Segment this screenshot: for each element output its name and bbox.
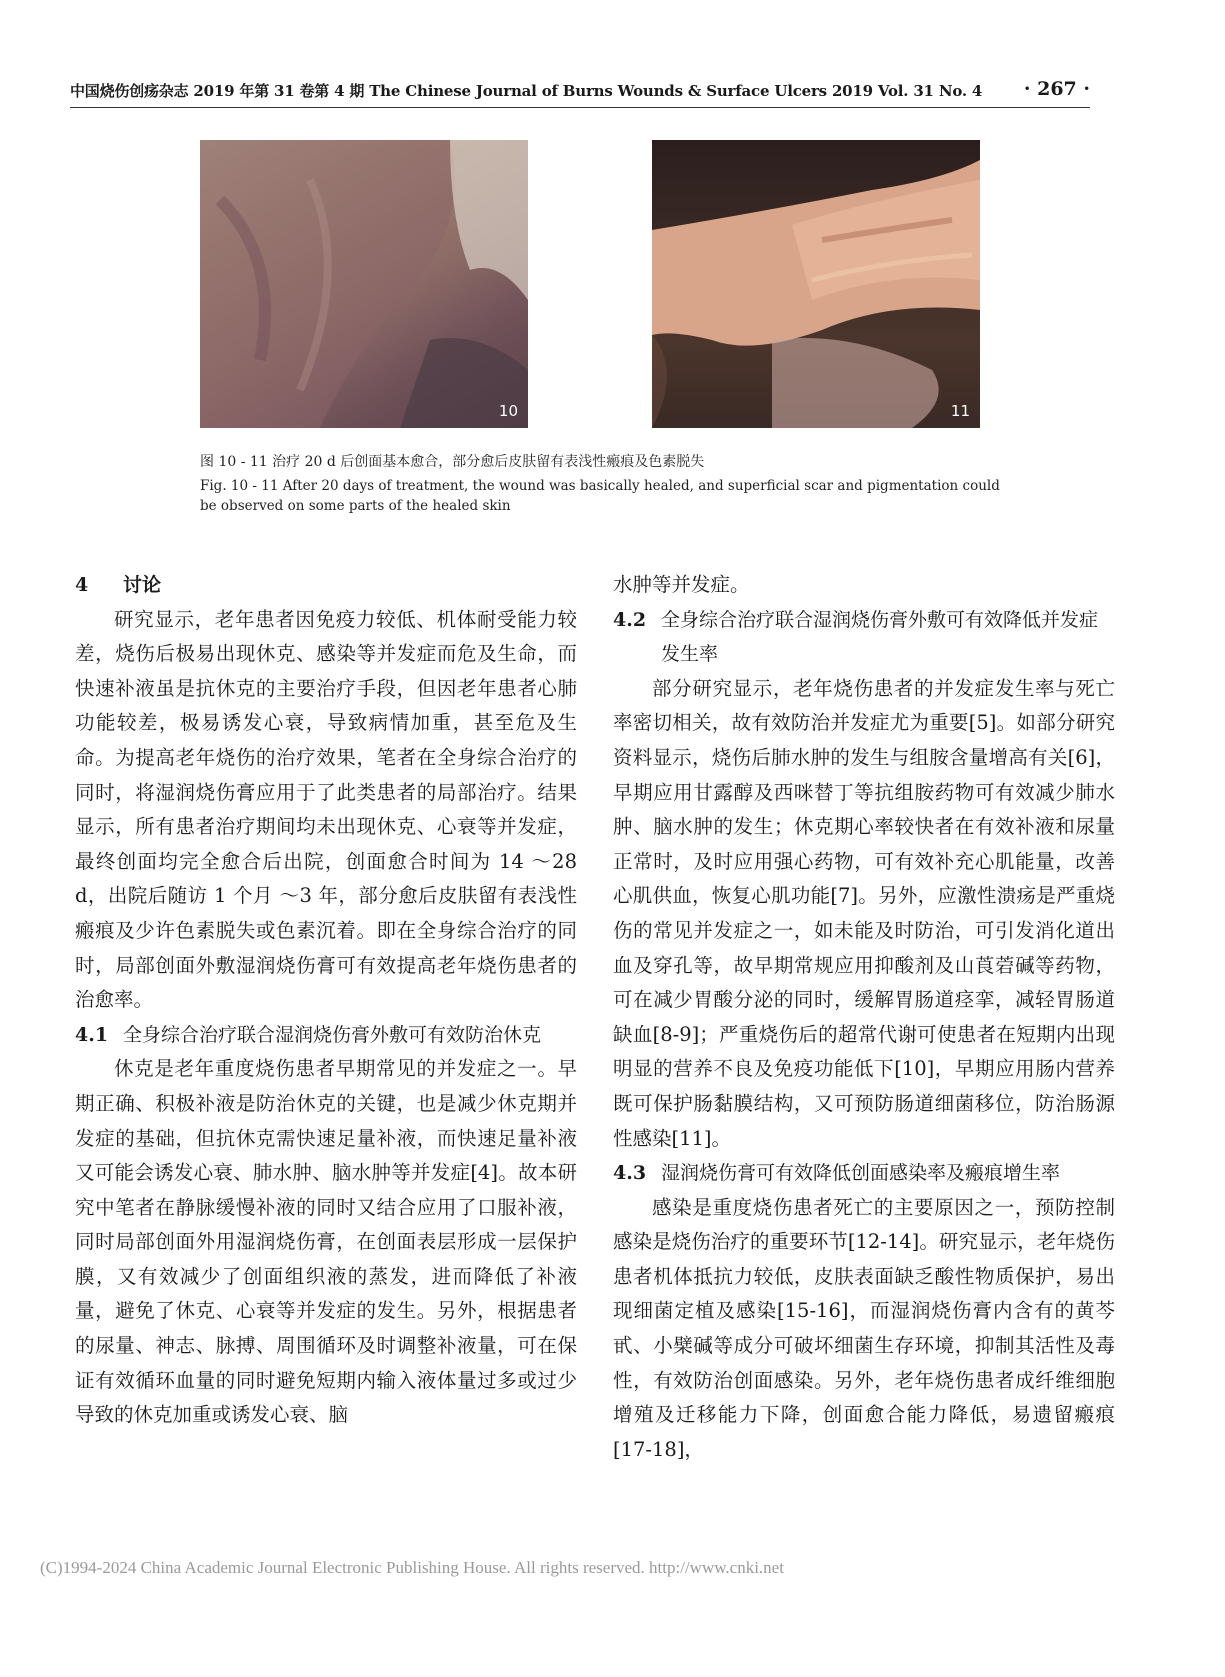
figure-11-photo <box>652 140 980 428</box>
section-title: 讨论 <box>123 574 162 596</box>
section-title: 湿润烧伤膏可有效降低创面感染率及瘢痕增生率 <box>661 1162 1061 1185</box>
section-number: 4.3 <box>613 1162 647 1185</box>
subsection-heading <box>613 1156 1115 1191</box>
healed-arm-skin-photo <box>652 140 980 428</box>
paragraph: 研究显示，老年患者因免疫力较低、机体耐受能力较差，烧伤后极易出现休克、感染等并发症而危及生命，而快速补液虽是抗休克的主要治疗手段，但因老年患者心肺功能较差，极易诱发心衰，导致病情加重，甚至危及生命。为提高老年烧伤的治疗效果，笔者在全身综合治疗的同时，将湿润烧伤膏应用于了此类患者的局部治疗。结果显示，所有患者治疗期间均未出现休克、心衰等并发症，最终创面均完全愈合后出院，创面愈合时间为 14 ～28 d，出院后随访 1 个月 ～3 年，部分愈后皮肤留有表浅性瘢痕及少许色素脱失或色素沉着。即在全身综合治疗的同时，局部创面外敷湿润烧伤膏可有效提高老年烧伤患者的治愈率。 <box>75 607 577 1012</box>
page-number: · 267 · <box>1023 78 1090 100</box>
right-column <box>613 568 1115 1467</box>
section-title: 全身综合治疗联合湿润烧伤膏外敷可有效降低并发症发生率 <box>661 608 1099 666</box>
section-number: 4 <box>75 574 89 596</box>
figure-caption-en: Fig. 10 - 11 After 20 days of treatment, the wound was basically healed, and superficial scar and pigmentation could be observed on some parts of the healed skin <box>200 478 1000 514</box>
burn-wound-healed-photo <box>200 140 528 428</box>
subsection-heading <box>75 1018 577 1053</box>
section-number: 4.1 <box>75 1023 109 1046</box>
section-number: 4.2 <box>613 608 647 631</box>
subsection-heading <box>613 603 1115 672</box>
paragraph: 水肿等并发症。 <box>613 573 750 596</box>
copyright-footer: (C)1994-2024 China Academic Journal Electronic Publishing House. All rights reserved. http://www.cnki.net <box>40 1558 784 1577</box>
figure-badge: 11 <box>950 402 970 420</box>
figure-badge: 10 <box>498 402 518 420</box>
paragraph: 休克是老年重度烧伤患者早期常见的并发症之一。早期正确、积极补液是防治休克的关键，也是减少休克期并发症的基础，但抗休克需快速足量补液，而快速足量补液又可能会诱发心衰、肺水肿、脑水肿等并发症[4]。故本研究中笔者在静脉缓慢补液的同时又结合应用了口服补液，同时局部创面外用湿润烧伤膏，在创面表层形成一层保护膜，又有效减少了创面组织液的蒸发，进而降低了补液量，避免了休克、心衰等并发症的发生。另外，根据患者的尿量、神志、脉搏、周围循环及时调整补液量，可在保证有效循环血量的同时避免短期内输入液体量过多或过少导致的休克加重或诱发心衰、脑 <box>75 1057 577 1427</box>
running-header <box>70 80 1090 106</box>
section-title: 全身综合治疗联合湿润烧伤膏外敷可有效防治休克 <box>123 1023 542 1046</box>
header-rule <box>70 107 1090 108</box>
figure-caption-cn: 图 10 - 11 治疗 20 d 后创面基本愈合，部分愈后皮肤留有表浅性瘢痕及色素脱失 <box>200 454 705 470</box>
paragraph: 感染是重度烧伤患者死亡的主要原因之一，预防控制感染是烧伤治疗的重要环节[12-14]。研究显示，老年烧伤患者机体抵抗力较低，皮肤表面缺乏酸性物质保护，易出现细菌定植及感染[15-16]，而湿润烧伤膏内含有的黄芩甙、小檗碱等成分可破坏细菌生存环境，抑制其活性及毒性，有效防治创面感染。另外，老年烧伤患者成纤维细胞增殖及迁移能力下降，创面愈合能力降低，易遗留瘢痕[17-18]， <box>613 1195 1115 1461</box>
left-column <box>75 568 577 1433</box>
figure-10-photo <box>200 140 528 428</box>
paragraph: 部分研究显示，老年烧伤患者的并发症发生率与死亡率密切相关，故有效防治并发症尤为重要[5]。如部分研究资料显示，烧伤后肺水肿的发生与组胺含量增高有关[6]，早期应用甘露醇及西咪替丁等抗组胺药物可有效减少肺水肿、脑水肿的发生；休克期心率较快者在有效补液和尿量正常时，及时应用强心药物，可有效补充心肌能量，改善心肌供血，恢复心肌功能[7]。另外，应激性溃疡是严重烧伤的常见并发症之一，如未能及时防治，可引发消化道出血及穿孔等，故早期常规应用抑酸剂及山莨菪碱等药物，可在减少胃酸分泌的同时，缓解胃肠道痉挛，减轻胃肠道缺血[8-9]；严重烧伤后的超常代谢可使患者在短期内出现明显的营养不良及免疫功能低下[10]，早期应用肠内营养既可保护肠黏膜结构，又可预防肠道细菌移位，防治肠源性感染[11]。 <box>613 676 1115 1150</box>
journal-header: 中国烧伤创疡杂志 2019 年第 31 卷第 4 期 The Chinese Journal of Burns Wounds & Surface Ulcers 2019 Vol. 31 No. 4 <box>70 82 983 100</box>
section-heading <box>75 568 577 603</box>
